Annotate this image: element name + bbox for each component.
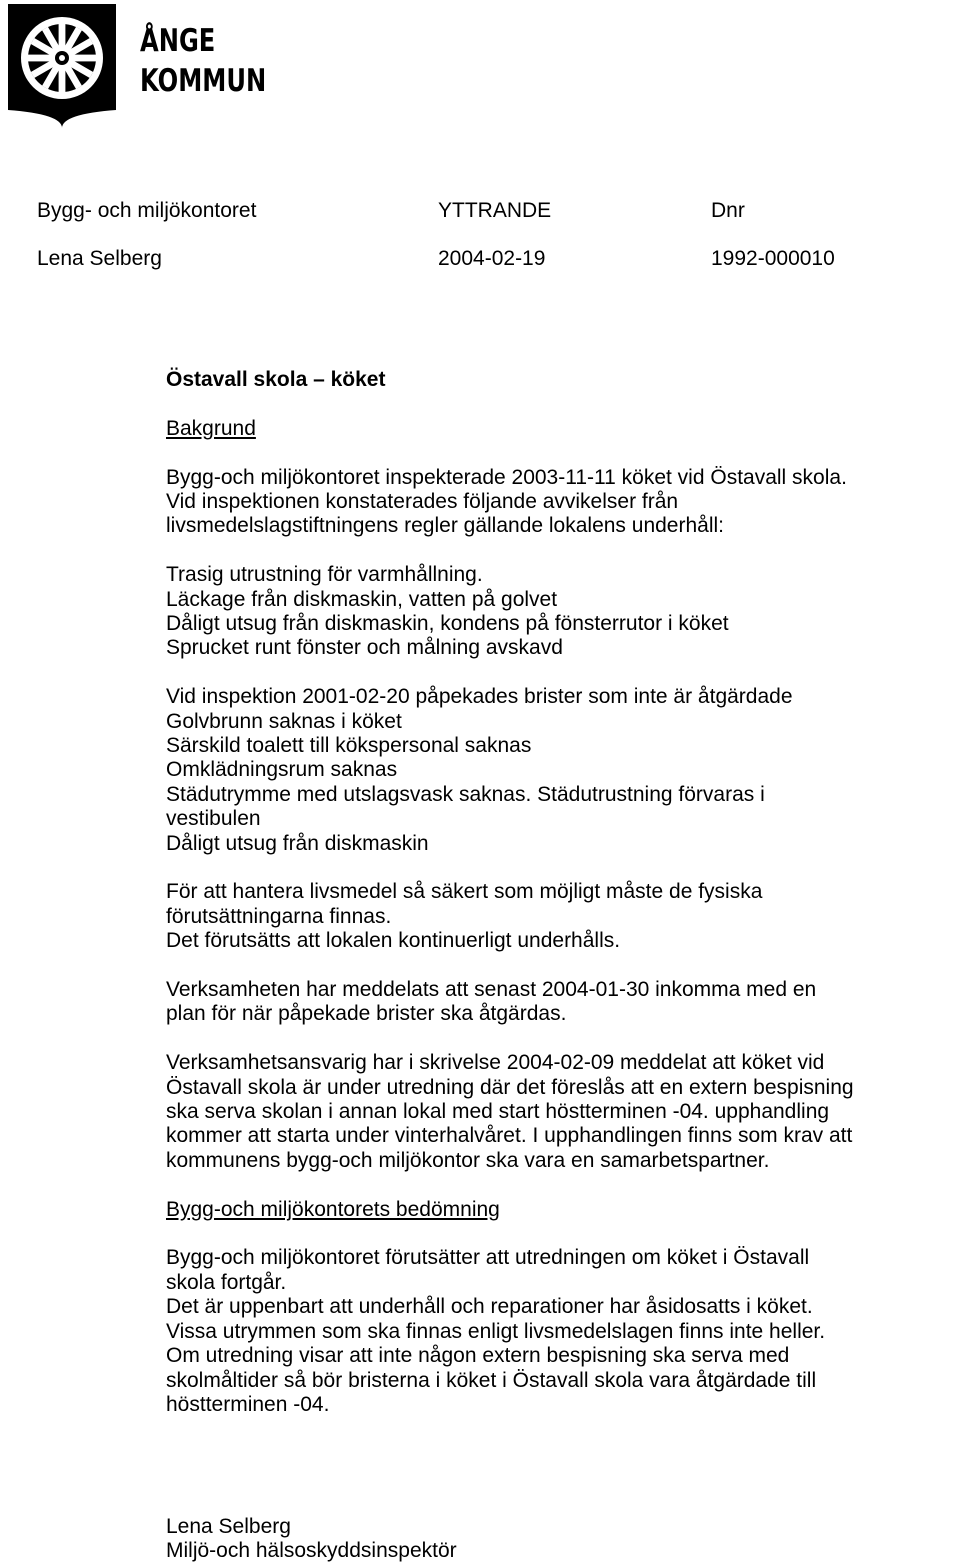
signature-name: Lena Selberg (166, 1514, 291, 1538)
text-line: Bygg-och miljökontoret inspekterade 2003-11-11 köket vid Östavall skola. (166, 465, 847, 489)
text-line: Om utredning visar att inte någon extern bespisning ska serva med (166, 1344, 790, 1368)
text-line: kommunens bygg-och miljökontor ska vara en samarbetspartner. (166, 1148, 770, 1172)
deficiency-item: Omklädningsrum saknas (166, 758, 398, 782)
wheel-emblem-icon (6, 2, 118, 130)
header-dnr-label: Dnr (711, 199, 745, 222)
deficiency-item: Städutrymme med utslagsvask saknas. Städutrustning förvaras i (166, 782, 765, 806)
text-line: livsmedelslagstiftningens regler gällande lokalens underhåll: (166, 514, 724, 538)
text-line: Verksamheten har meddelats att senast 2004-01-30 inkomma med en (166, 978, 817, 1002)
deficiency-item: Särskild toalett till kökspersonal saknas (166, 734, 532, 758)
section-heading-assessment: Bygg-och miljökontorets bedömning (166, 1197, 500, 1221)
section-heading-background: Bakgrund (166, 416, 256, 440)
text-line: Vissa utrymmen som ska finnas enligt livsmedelslagen finns inte heller. (166, 1319, 826, 1343)
text-line: För att hantera livsmedel så säkert som möjligt måste de fysiska (166, 880, 763, 904)
text-line: kommer att starta under vinterhalvåret. I upphandlingen finns som krav att (166, 1124, 853, 1148)
text-line: Vid inspektion 2001-02-20 påpekades brister som inte är åtgärdade (166, 685, 793, 709)
header-doc-type: YTTRANDE (438, 199, 552, 222)
document-title: Östavall skola – köket (166, 368, 386, 391)
deviation-item: Läckage från diskmaskin, vatten på golvet (166, 587, 558, 611)
text-line: höstterminen -04. (166, 1392, 330, 1416)
deviation-item: Sprucket runt fönster och målning avskavd (166, 636, 563, 660)
text-line: Det förutsätts att lokalen kontinuerligt underhålls. (166, 929, 621, 953)
text-line: plan för när påpekade brister ska åtgärdas. (166, 1002, 567, 1026)
text-line: skola fortgår. (166, 1270, 287, 1294)
text-line: Verksamhetsansvarig har i skrivelse 2004-02-09 meddelat att köket vid (166, 1051, 825, 1075)
text-line: Det är uppenbart att underhåll och reparationer har åsidosatts i köket. (166, 1295, 813, 1319)
text-line: Östavall skola är under utredning där det föreslås att en extern bespisning (166, 1075, 854, 1099)
document-body (166, 368, 956, 1564)
text-line: ska serva skolan i annan lokal med start höstterminen -04. upphandling (166, 1100, 830, 1124)
text-line: skolmåltider så bör bristerna i köket i Östavall skola vara åtgärdade till (166, 1368, 817, 1392)
deviation-item: Dåligt utsug från diskmaskin, kondens på fönsterrutor i köket (166, 612, 729, 636)
text-line: Bygg-och miljökontoret förutsätter att utredningen om köket i Östavall (166, 1246, 810, 1270)
text-line: förutsättningarna finnas. (166, 904, 392, 928)
header-date: 2004-02-19 (438, 247, 546, 270)
header-dnr-number: 1992-000010 (711, 247, 835, 270)
deviation-item: Trasig utrustning för varmhållning. (166, 563, 483, 587)
header-office: Bygg- och miljökontoret (37, 199, 257, 222)
logo-text-line2: KOMMUN (140, 63, 267, 99)
header-author: Lena Selberg (37, 247, 162, 270)
deficiency-item: Golvbrunn saknas i köket (166, 709, 402, 733)
signature-title: Miljö-och hälsoskyddsinspektör (166, 1539, 457, 1563)
municipality-logo (6, 2, 267, 130)
deficiency-item: vestibulen (166, 807, 261, 831)
deficiency-item: Dåligt utsug från diskmaskin (166, 831, 429, 855)
logo-text-line1: ÅNGE (140, 23, 216, 59)
text-line: Vid inspektionen konstaterades följande avvikelser från (166, 490, 679, 513)
